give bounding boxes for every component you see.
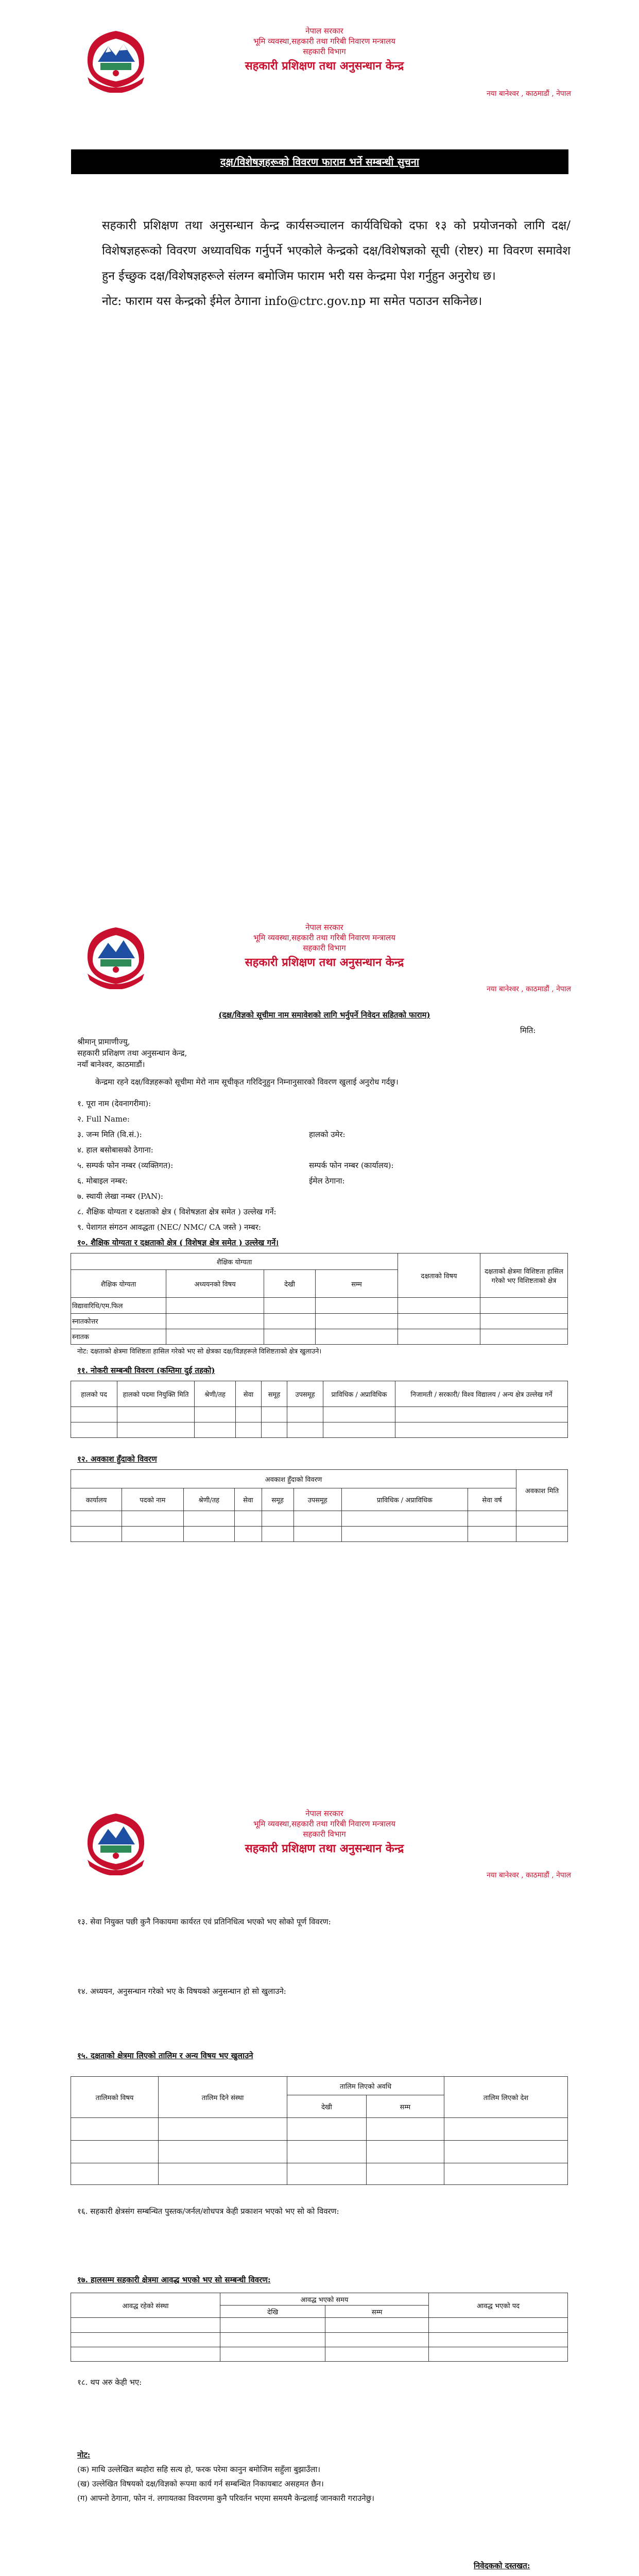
header-line-1: नेपाल सरकार (305, 923, 343, 932)
field-professional-body: ९. पेशागत संगठन आवद्धता (NEC/ NMC/ CA जस्ते ) नम्बर: (77, 1223, 261, 1232)
retirement-col-4: समूह (262, 1488, 293, 1511)
header-line-2: भूमि व्यवस्था,सहकारी तथा गरिबी निवारण मन्त्रालय (253, 933, 395, 942)
field-email: ईमेल ठेगाना: (309, 1176, 345, 1185)
training-table (71, 2076, 568, 2185)
field-pan: ७. स्थायी लेखा नम्बर (PAN): (77, 1192, 163, 1201)
qualification-table (71, 1253, 568, 1345)
header-line-4: सहकारी प्रशिक्षण तथा अनुसन्धान केन्द्र (245, 59, 404, 73)
employment-col-1: हालको पदमा नियुक्ति मिति (117, 1381, 195, 1407)
note-kh: (ख) उल्लेखित विषयको दक्ष/विज्ञको रूपमा कार्य गर्न सम्बन्धित निकायबाट असहमत छैन। (77, 2479, 324, 2488)
section-17-title: १७. हालसम्म सहकारी क्षेत्रमा आवद्ध भएको भए सो सम्बन्धी विवरण: (77, 2275, 271, 2284)
field-address: ४. हाल बसोबासको ठेगाना: (77, 1145, 153, 1155)
header-address: नया बानेश्वर , काठमाडौं , नेपाल (487, 90, 571, 98)
study-subject-header: अध्ययनको विषय (166, 1270, 264, 1298)
employment-col-7: निजामती / सरकारी/ विश्व विद्यालय / अन्य क्षेत्र उल्लेख गर्ने (395, 1381, 568, 1407)
field-phone-personal: ५. सम्पर्क फोन नम्बर (व्यक्तिगत): (77, 1161, 174, 1170)
employment-col-5: उपसमूह (287, 1381, 323, 1407)
employment-table (71, 1381, 568, 1438)
training-institute-header: तालिम दिने संस्था (159, 2077, 287, 2118)
section-14-title: १४. अध्ययन, अनुसन्धान गरेको भए के विषयको अनुसन्धान हो सो खुलाउने: (77, 1987, 286, 1996)
retirement-col-0: कार्यालय (71, 1488, 122, 1511)
affiliation-from-header: देखि (220, 2306, 325, 2318)
training-to-header: सम्म (366, 2095, 444, 2118)
qualification-group-header: शैक्षिक योग्यता (71, 1253, 398, 1270)
employment-col-2: श्रेणी/तह (195, 1381, 236, 1407)
to-header: सम्म (316, 1270, 398, 1298)
header-line-4: सहकारी प्रशिक्षण तथा अनुसन्धान केन्द्र (245, 1842, 404, 1855)
section-16-title: १६. सहकारी क्षेत्रसंग सम्बन्धित पुस्तक/जर्नल/शोधपत्र केही प्रकाशन भएको भए सो को विवरण: (77, 2207, 339, 2216)
field-mobile: ६. मोबाइल नम्बर: (77, 1176, 128, 1185)
training-duration-header: तालिम लिएको अवधि (287, 2077, 444, 2095)
retirement-col-3: सेवा (234, 1488, 262, 1511)
header-line-2: भूमि व्यवस्था,सहकारी तथा गरिबी निवारण मन्त्रालय (253, 37, 395, 46)
retirement-group-header: अवकाश हुँदाको विवरण (71, 1470, 516, 1488)
addressee-1: श्रीमान् प्रामाणीज्यु, (77, 1037, 130, 1046)
retirement-table (71, 1469, 568, 1542)
header-line-4: सहकारी प्रशिक्षण तथा अनुसन्धान केन्द्र (245, 956, 404, 969)
applicant-signature-label: निवेदकको दस्तखत: (474, 2561, 530, 2570)
section-12-title: १२. अवकाश हुँदाको विवरण (77, 1454, 157, 1464)
field-full-name-np: १. पूरा नाम (देवनागरीमा): (77, 1099, 151, 1108)
table-row-label: स्नातक (71, 1329, 166, 1344)
section-13-title: १३. सेवा नियुक्त पछी कुनै निकायमा कार्यरत एवं प्रतिनिधित्व भएको भए सोको पूर्ण विवरण: (77, 1917, 331, 1926)
notice-body (102, 213, 571, 314)
letterhead-page-3 (0, 1808, 639, 1886)
table-row-label: विद्यावारिधि/एम.फिल (71, 1298, 166, 1313)
retirement-date-header: अवकाश मिति (516, 1470, 568, 1511)
form-title: (दक्ष/विज्ञको सूचीमा नाम समावेशको लागि भर्नुपर्ने निवेदन सहितको फाराम) (218, 1010, 430, 1020)
note-title: नोट: (77, 2450, 91, 2460)
specialization-header: दक्षताको क्षेत्रमा विशिष्टता हासिल गरेको भए विशिष्टताको क्षेत्र (480, 1253, 568, 1298)
retirement-col-2: श्रेणी/तह (183, 1488, 234, 1511)
form-intro: केन्द्रमा रहने दक्ष/विज्ञहरूको सूचीमा मेरो नाम सूचीकृत गरिदिनुहुन निम्नानुसारको विवरण खुलाई अनुरोध गर्दछु। (95, 1077, 399, 1087)
header-line-3: सहकारी विभाग (303, 47, 346, 56)
header-line-3: सहकारी विभाग (303, 943, 346, 953)
training-from-header: देखी (287, 2095, 367, 2118)
retirement-col-1: पदको नाम (122, 1488, 184, 1511)
notice-title: दक्ष/विशेषज्ञहरूको विवरण फाराम भर्ने सम्बन्धी सुचना (220, 156, 420, 168)
employment-col-6: प्राविधिक / अप्राविधिक (323, 1381, 395, 1407)
qualification-header: शैक्षिक योग्यता (71, 1270, 166, 1298)
field-qualification: ८. शैक्षिक योग्यता र दक्षताको क्षेत्र ( विशेषज्ञता क्षेत्र समेत ) उल्लेख गर्ने: (77, 1207, 277, 1216)
field-full-name-en: २. Full Name: (77, 1114, 130, 1124)
notice-note: नोट: फाराम यस केन्द्रको ईमेल ठेगाना info@ctrc.gov.np मा समेत पठाउन सकिनेछ। (102, 295, 482, 308)
form-date: मिति: (520, 1026, 536, 1035)
retirement-col-7: सेवा वर्ष (468, 1488, 516, 1511)
from-header: देखी (264, 1270, 316, 1298)
retirement-col-6: प्राविधिक / अप्राविधिक (341, 1488, 468, 1511)
addressee-3: नयाँ बानेश्वर, काठमाडौं। (77, 1060, 145, 1069)
field-dob: ३. जन्म मिति (वि.सं.): (77, 1130, 142, 1139)
letterhead-page-1 (0, 21, 639, 98)
header-line-2: भूमि व्यवस्था,सहकारी तथा गरिबी निवारण मन्त्रालय (253, 1819, 395, 1828)
affiliation-period-header: आवद्ध भएको समय (220, 2293, 429, 2306)
notice-paragraph: सहकारी प्रशिक्षण तथा अनुसन्धान केन्द्र कार्यसञ्चालन कार्यविधिको दफा १३ को प्रयोजनको लागि दक्ष/विशेषज्ञहरूको विवरण अध्यावधिक गर्नुपर्ने भएकोले केन्द्रको दक्ष/विशेषज्ञको सूची (रोष्टर) मा विवरण समावेश हुन ईच्छुक दक्ष/विशेषज्ञहरूले संलग्न बमोजिम फाराम भरी यस केन्द्रमा पेश गर्नुहुन अनुरोध छ। (102, 219, 571, 283)
affiliation-post-header: आवद्ध भएको पद (429, 2293, 568, 2318)
training-subject-header: तालिमको विषय (71, 2077, 159, 2118)
notice-title-bar (71, 149, 568, 174)
section-10-note: नोट: दक्षताको क्षेत्रमा विशिष्टता हासिल गरेको भए सो क्षेत्रका दक्ष/विज्ञहरूले विशिष्टताको क्षेत्र खुलाउने। (77, 1348, 322, 1355)
nepal-government-emblem-icon (77, 1808, 154, 1875)
training-country-header: तालिम लिएको देश (444, 2077, 568, 2118)
field-phone-office: सम्पर्क फोन नम्बर (कार्यालय): (309, 1161, 394, 1170)
note-k: (क) माथि उल्लेखित ब्यहोरा सहि सत्य हो, फरक परेमा कानुन बमोजिम सहुँला बुझाउँला। (77, 2465, 321, 2474)
note-g: (ग) आफ्नो ठेगाना, फोन नं. लगायतका विवरणमा कुनै परिवर्तन भएमा समयमै केन्द्रलाई जानकारी गराउनेछु। (77, 2494, 374, 2503)
section-18-title: १८. थप अरु केही भए: (77, 2378, 142, 2387)
retirement-col-5: उपसमूह (293, 1488, 341, 1511)
affiliation-org-header: आवद्ध रहेको संस्था (71, 2293, 220, 2318)
header-line-1: नेपाल सरकार (305, 1809, 343, 1818)
nepal-government-emblem-icon (77, 26, 154, 93)
section-15-title: १५. दक्षताको क्षेत्रमा लिएको तालिम र अन्य विषय भए खुलाउने (77, 2051, 253, 2060)
header-address: नया बानेश्वर , काठमाडौं , नेपाल (487, 1871, 571, 1879)
header-line-1: नेपाल सरकार (305, 26, 343, 36)
header-line-3: सहकारी विभाग (303, 1829, 346, 1839)
table-row-label: स्नातकोत्तर (71, 1313, 166, 1329)
section-10-title: १०. शैक्षिक योग्यता र दक्षताको क्षेत्र ( विशेषज्ञ क्षेत्र समेत ) उल्लेख गर्ने। (77, 1238, 279, 1247)
letterhead-page-2 (0, 922, 639, 999)
affiliation-table (71, 2293, 568, 2362)
section-11-title: ११. नोकरी सम्बन्धी विवरण (कम्तिमा दुई तहको) (77, 1366, 215, 1375)
header-address: नया बानेश्वर , काठमाडौं , नेपाल (487, 985, 571, 993)
employment-col-0: हालको पद (71, 1381, 117, 1407)
employment-col-4: समूह (262, 1381, 287, 1407)
addressee-2: सहकारी प्रशिक्षण तथा अनुसन्धान केन्द्र, (77, 1048, 187, 1058)
expertise-subject-header: दक्षताको विषय (398, 1253, 480, 1298)
employment-col-3: सेवा (236, 1381, 262, 1407)
affiliation-to-header: सम्म (325, 2306, 429, 2318)
field-age: हालको उमेर: (309, 1130, 346, 1139)
nepal-government-emblem-icon (77, 922, 154, 989)
